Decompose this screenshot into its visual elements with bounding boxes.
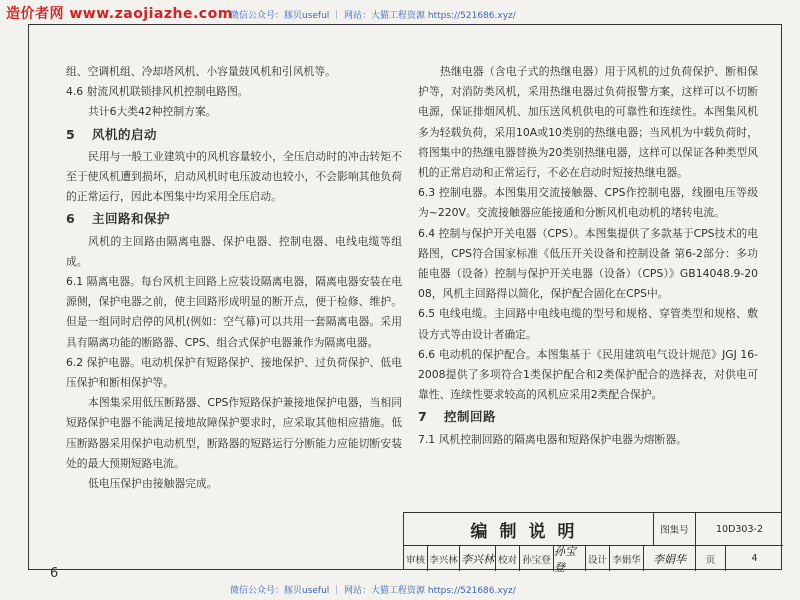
paragraph: 6.1 隔离电器。每台风机主回路上应装设隔离电器，隔离电器安装在电源侧，保护电器之前，使主回路形成明显的断开点，便于检修、维护。但是一组同时启停的风机(例如：空气幕)可以共用一套隔离电器。采用具有隔离功能的断路器、CPS、组合式保护电器兼作为隔离电器。 — [66, 275, 402, 349]
section-number: 5 — [66, 126, 76, 142]
title-block-title: 编制说明 — [404, 513, 654, 546]
page-label: 页 — [696, 546, 726, 571]
designer-signature: 李娟华 — [644, 546, 696, 571]
right-text-column — [418, 62, 758, 450]
paragraph: 共计6大类42种控制方案。 — [88, 105, 217, 119]
section-heading — [66, 209, 402, 229]
atlas-number-label: 图集号 — [654, 513, 696, 546]
checker-name: 孙宝登 — [520, 546, 554, 571]
reviewer-name: 李兴林 — [428, 546, 460, 571]
section-heading — [418, 407, 758, 427]
reviewer-signature: 李兴林 — [460, 546, 496, 571]
paragraph: 6.5 电线电缆。主回路中电线电缆的型号和规格、穿管类型和规格、敷设方式等由设计者确定。 — [418, 307, 758, 341]
top-watermark: 微信公众号：豚贝useful ｜ 网站：大猫工程资源 https://521686.xyz/ — [230, 11, 516, 21]
section-heading — [66, 125, 402, 145]
section-title: 风机的启动 — [92, 126, 158, 142]
paragraph: 6.6 电动机的保护配合。本图集基于《民用建筑电气设计规范》JGJ 16-2008提供了多项符合1类保护配合和2类保护配合的选择表，对供电可靠性、连续性要求较高的风机应采用2类配合保护。 — [418, 347, 758, 402]
paragraph: 民用与一般工业建筑中的风机容量较小，全压启动时的冲击转矩不至于使风机遭到损坏，启动风机时电压波动也较小，不会影响其他负荷的正常运行，因此本图集中均采用全压启动。 — [66, 149, 402, 204]
review-label: 审核 — [404, 546, 428, 571]
bottom-watermark: 微信公众号：豚贝useful ｜ 网站：大猫工程资源 https://521686.xyz/ — [230, 586, 516, 596]
left-text-column — [66, 62, 402, 494]
paragraph: 7.1 风机控制回路的隔离电器和短路保护电器为熔断器。 — [418, 432, 687, 446]
paragraph: 6.4 控制与保护开关电器（CPS）。本图集提供了多款基于CPS技术的电路图，CPS符合国家标准《低压开关设备和控制设备 第6-2部分：多功能电器（设备）控制与保护开关电器（设备）（CPS）》GB14048.9-2008，风机主回路得以简化，保护配合固化在CPS中。 — [418, 226, 758, 301]
section-title: 控制回路 — [444, 409, 497, 425]
section-number: 6 — [66, 211, 76, 227]
paragraph: 风机的主回路由隔离电器、保护电器、控制电器、电线电缆等组成。 — [66, 234, 402, 268]
check-label: 校对 — [496, 546, 520, 571]
section-number: 7 — [418, 409, 428, 425]
paragraph: 热继电器（含电子式的热继电器）用于风机的过负荷保护、断相保护等，对消防类风机，采用热继电器过负荷报警方案，这样可以不切断电源，保证排烟风机、加压送风机供电的可靠性和连续性。本图集风机多为轻载负荷，采用10A或10类别的热继电器；当风机为中载负荷时，将图集中的热继电器替换为20类别热继电器，这样可以保证各种类型风机的正常启动和正常运行，不必在启动时短接热继电器。 — [418, 65, 758, 180]
design-label: 设计 — [586, 546, 610, 571]
page-number: 6 — [50, 566, 59, 581]
title-block — [403, 512, 782, 574]
paragraph: 4.6 射流风机联锁排风机控制电路图。 — [66, 85, 249, 99]
site-watermark: 造价者网 www.zaojiazhe.com — [6, 6, 233, 22]
paragraph: 6.2 保护电器。电动机保护有短路保护、接地保护、过负荷保护、低电压保护和断相保护等。 — [66, 355, 402, 390]
paragraph: 本图集采用低压断路器、CPS作短路保护兼接地保护电器，当相同短路保护电器不能满足接地故障保护要求时，应采取其他相应措施。低压断路器采用保护电动机型，断路器的短路运行分断能力应能切断安装处的最大预期短路电流。 — [66, 396, 402, 470]
designer-name: 李娟华 — [610, 546, 644, 571]
atlas-number-value: 10D303-2 — [696, 513, 783, 546]
paragraph: 低电压保护由接触器完成。 — [88, 477, 218, 491]
page-value: 4 — [751, 553, 758, 564]
section-title: 主回路和保护 — [92, 211, 171, 227]
checker-signature: 孙宝登 — [554, 546, 586, 571]
paragraph: 组、空调机组、冷却塔风机、小容量鼓风机和引风机等。 — [66, 65, 336, 78]
paragraph: 6.3 控制电器。本图集用交流接触器、CPS作控制电器，线圈电压等级为~220V。交流接触器应能接通和分断风机电动机的堵转电流。 — [418, 186, 758, 220]
